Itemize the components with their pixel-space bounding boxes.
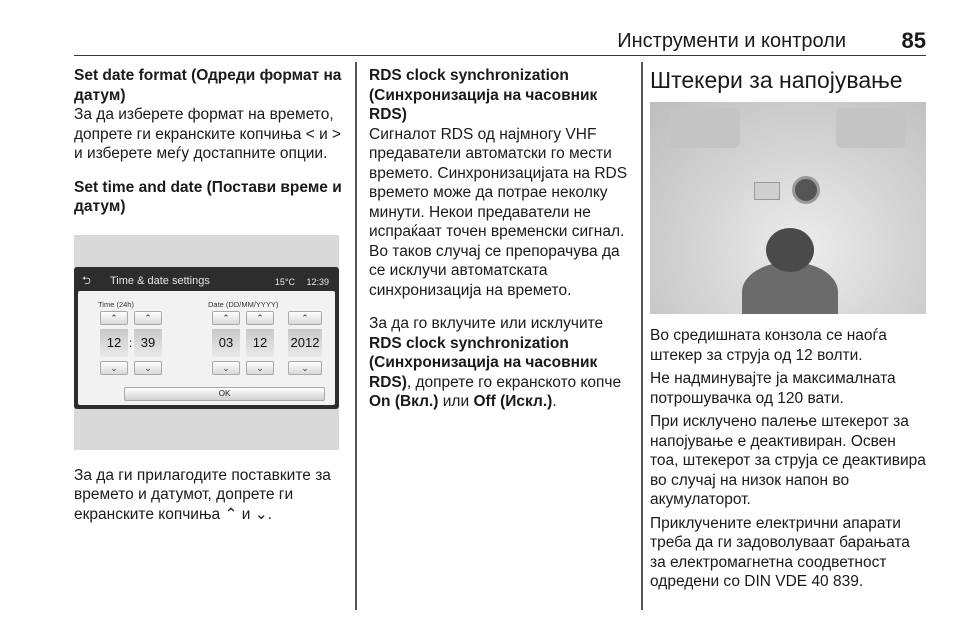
screen-figure <box>74 235 339 450</box>
time-date-settings-screen <box>74 267 339 409</box>
year-up-button[interactable]: ⌃ <box>288 311 322 325</box>
minute-up-button[interactable]: ⌃ <box>134 311 162 325</box>
paragraph-socket-location: Во средишната конзола се наоѓа штекер за струја од 12 волти. <box>650 327 887 364</box>
console-switch <box>754 182 780 200</box>
clock-readout: 12:39 <box>306 276 329 287</box>
month-up-button[interactable]: ⌃ <box>246 311 274 325</box>
column-divider <box>641 62 643 610</box>
date-label: Date (DD/MM/YYYY) <box>208 299 279 309</box>
power-socket-icon <box>792 176 820 204</box>
text: , допрете го екранското копче <box>406 373 622 391</box>
temperature-readout: 15°C <box>274 276 295 287</box>
air-vent <box>670 108 740 148</box>
heading-time-date: Set time and date (Постави време и датум) <box>74 178 342 215</box>
year-down-button[interactable]: ⌄ <box>288 361 322 375</box>
paragraph-date-format: За да изберете формат на времето, допрете ги екранските копчиња < и > и изберете меѓу достапните опции. <box>74 106 342 162</box>
back-arrow-icon[interactable]: ⮌ <box>82 274 91 287</box>
heading-rds-sync: RDS clock synchronization (Синхронизација на часовник RDS) <box>369 67 598 123</box>
ok-button[interactable]: OK <box>124 387 325 401</box>
paragraph-emc: Приклучените електрични апарати треба да ги задоволуваат барањата за електромагнетна соодветност одредени со DIN VDE 40 839. <box>650 514 910 590</box>
text: или <box>438 393 474 410</box>
day-up-button[interactable]: ⌃ <box>212 311 240 325</box>
paragraph-ignition-off: При исклучено палење штекерот за напојување е деактивиран. Освен тоа, штекерот за струја се деактивира во случај на низок напон во акумулаторот. <box>650 413 926 508</box>
day-value: 03 <box>212 329 240 357</box>
text-bold: Off (Искл.) <box>473 393 553 410</box>
paragraph-adjust-time: За да ги прилагодите поставките за времето и датумот, допрете ги екранските копчиња ⌃ и ⌄. <box>74 466 331 523</box>
text-bold: RDS clock synchronization (Синхронизација на часовник RDS) <box>369 334 598 391</box>
column-3 <box>650 66 928 606</box>
minute-down-button[interactable]: ⌄ <box>134 361 162 375</box>
screen-title-bar <box>78 270 335 288</box>
time-colon: : <box>129 335 133 350</box>
gear-knob <box>766 228 814 272</box>
hour-value: 12 <box>100 329 128 357</box>
section-title: Инструменти и контроли <box>617 30 846 52</box>
column-2 <box>369 66 637 426</box>
paragraph-rds-toggle <box>369 314 637 412</box>
text: . <box>552 393 557 410</box>
text: За да го вклучите или исклучите <box>369 315 604 332</box>
time-label: Time (24h) <box>98 299 134 309</box>
settings-panel <box>78 291 335 405</box>
heading-power-outlets: Штекери за напојување <box>650 67 903 93</box>
paragraph-rds-info: Сигналот RDS од најмногу VHF предаватели автоматски го мести времето. Синхронизацијата на RDS времето може да потрае неколку минути. Некои предаватели не испраќаат точен временски сигнал. Во таков случај се препорачува да се исклучи автоматската синхронизација на времето. <box>369 125 628 299</box>
minute-value: 39 <box>134 329 162 357</box>
month-value: 12 <box>246 329 274 357</box>
page-number: 85 <box>901 28 926 53</box>
screen-title: Time & date settings <box>110 274 210 287</box>
console-photo <box>650 102 926 314</box>
text-bold: On (Вкл.) <box>369 393 439 410</box>
air-vent <box>836 108 906 148</box>
heading-date-format: Set date format (Одреди формат на датум) <box>74 67 342 104</box>
page-header <box>74 28 926 56</box>
year-value: 2012 <box>288 329 322 357</box>
column-divider <box>355 62 357 610</box>
hour-up-button[interactable]: ⌃ <box>100 311 128 325</box>
paragraph-max-power: Не надминувајте ја максималната потрошувачка од 120 вати. <box>650 370 896 407</box>
hour-down-button[interactable]: ⌄ <box>100 361 128 375</box>
month-down-button[interactable]: ⌄ <box>246 361 274 375</box>
day-down-button[interactable]: ⌄ <box>212 361 240 375</box>
column-1 <box>74 66 344 538</box>
